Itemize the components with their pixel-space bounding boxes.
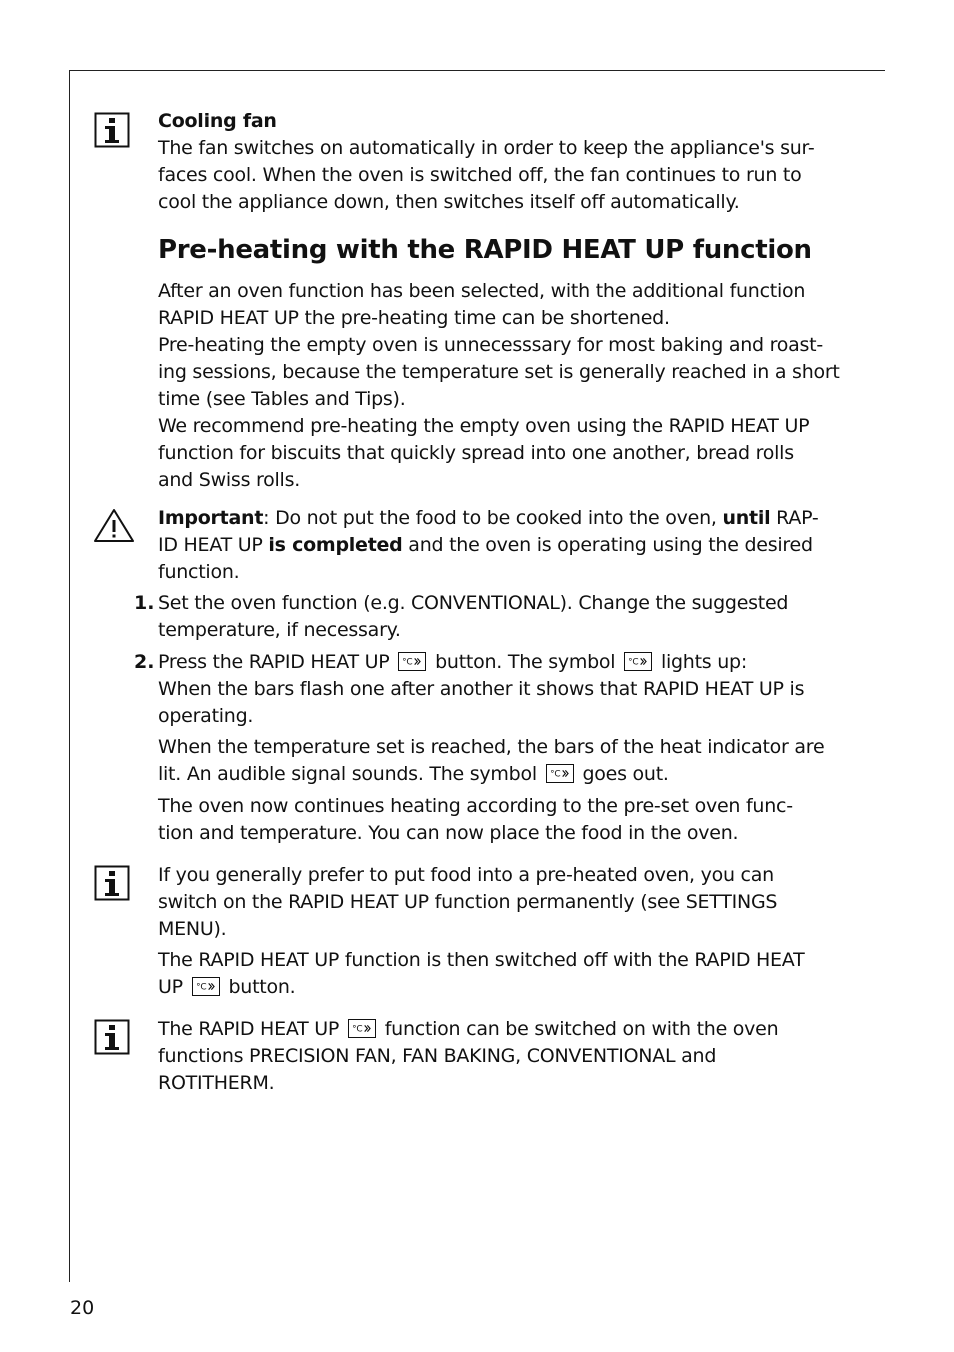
text-line: The fan switches on automatically in order to keep the appliance's sur- (158, 137, 815, 159)
text-span: UP (158, 976, 183, 998)
text-line: MENU). (158, 918, 227, 940)
cooling-fan-title: Cooling fan (158, 110, 277, 132)
text-line: time (see Tables and Tips). (158, 388, 406, 410)
top-rule (69, 70, 885, 71)
text-line: and Swiss rolls. (158, 469, 301, 491)
text-line: Pre-heating the empty oven is unnecesssary for most baking and roast- (158, 334, 823, 356)
text-span: RAP- (770, 507, 819, 529)
text-line: When the bars flash one after another it shows that RAPID HEAT UP is (158, 678, 805, 700)
text-line: ROTITHERM. (158, 1072, 275, 1094)
text-line: ing sessions, because the temperature set is generally reached in a short (158, 361, 840, 383)
rapid-heat-up-symbol-icon (192, 977, 220, 996)
text-line: function. (158, 561, 240, 583)
text-span: function can be switched on with the oven (384, 1018, 779, 1040)
step-2-number: 2. (134, 651, 155, 673)
until-bold: until (722, 507, 771, 529)
text-line: Set the oven function (e.g. CONVENTIONAL). Change the suggested (158, 592, 789, 614)
text-line: When the temperature set is reached, the bars of the heat indicator are (158, 736, 825, 758)
text-line: function for biscuits that quickly spread into one another, bread rolls (158, 442, 794, 464)
important-warning (158, 505, 864, 586)
text-line: The oven now continues heating according to the pre-set oven func- (158, 795, 793, 817)
svg-text:°C: °C (549, 769, 561, 780)
left-margin-rule (69, 70, 70, 1282)
text-line: switch on the RAPID HEAT UP function permanently (see SETTINGS (158, 891, 778, 913)
step-1 (158, 590, 864, 644)
section-heading: Pre-heating with the RAPID HEAT UP function (158, 235, 812, 265)
text-span: button. (228, 976, 296, 998)
svg-text:°C: °C (195, 982, 207, 993)
page-number: 20 (70, 1297, 95, 1319)
info-i-icon (94, 865, 130, 901)
text-line: The RAPID HEAT UP function is then switched off with the RAPID HEAT (158, 949, 805, 971)
important-label: Important (158, 507, 264, 529)
text-line: temperature, if necessary. (158, 619, 401, 641)
completed-bold: is completed (268, 534, 403, 556)
cooling-fan-note (158, 108, 864, 216)
text-span: lights up: (660, 651, 747, 673)
rapid-heat-up-symbol-icon (348, 1019, 376, 1038)
info-i-icon (94, 112, 130, 148)
compatible-functions-note (158, 1016, 864, 1097)
text-line: operating. (158, 705, 254, 727)
text-line: faces cool. When the oven is switched off, the fan continues to run to (158, 164, 802, 186)
info-i-icon (94, 1019, 130, 1055)
text-line: tion and temperature. You can now place the food in the oven. (158, 822, 739, 844)
rapid-heat-up-symbol-icon (546, 764, 574, 783)
text-line: RAPID HEAT UP the pre-heating time can be shortened. (158, 307, 670, 329)
svg-text:°C: °C (352, 1024, 363, 1035)
step-1-number: 1. (134, 592, 155, 614)
text-line: cool the appliance down, then switches itself off automatically. (158, 191, 740, 213)
text-span: goes out. (582, 763, 669, 785)
text-span: Press the RAPID HEAT UP (158, 651, 390, 673)
text-line: We recommend pre-heating the empty oven using the RAPID HEAT UP (158, 415, 810, 437)
svg-text:°C: °C (628, 657, 639, 668)
text-span: and the oven is operating using the desired (402, 534, 813, 556)
text-line: After an oven function has been selected, with the additional function (158, 280, 806, 302)
permanent-setting-note (158, 862, 864, 1001)
rapid-heat-up-symbol-icon (398, 652, 426, 671)
text-line: If you generally prefer to put food into a pre-heated oven, you can (158, 864, 774, 886)
text-span: button. The symbol (435, 651, 616, 673)
text-line: functions PRECISION FAN, FAN BAKING, CONVENTIONAL and (158, 1045, 717, 1067)
intro-paragraph (158, 278, 864, 494)
text-span: The RAPID HEAT UP (158, 1018, 340, 1040)
text-span: : Do not put the food to be cooked into the oven, (263, 507, 723, 529)
text-span: ID HEAT UP (158, 534, 269, 556)
text-span: lit. An audible signal sounds. The symbol (158, 763, 537, 785)
warning-triangle-icon (93, 507, 135, 543)
svg-text:°C: °C (402, 657, 413, 668)
step-2 (158, 649, 864, 847)
rapid-heat-up-symbol-icon (624, 652, 652, 671)
